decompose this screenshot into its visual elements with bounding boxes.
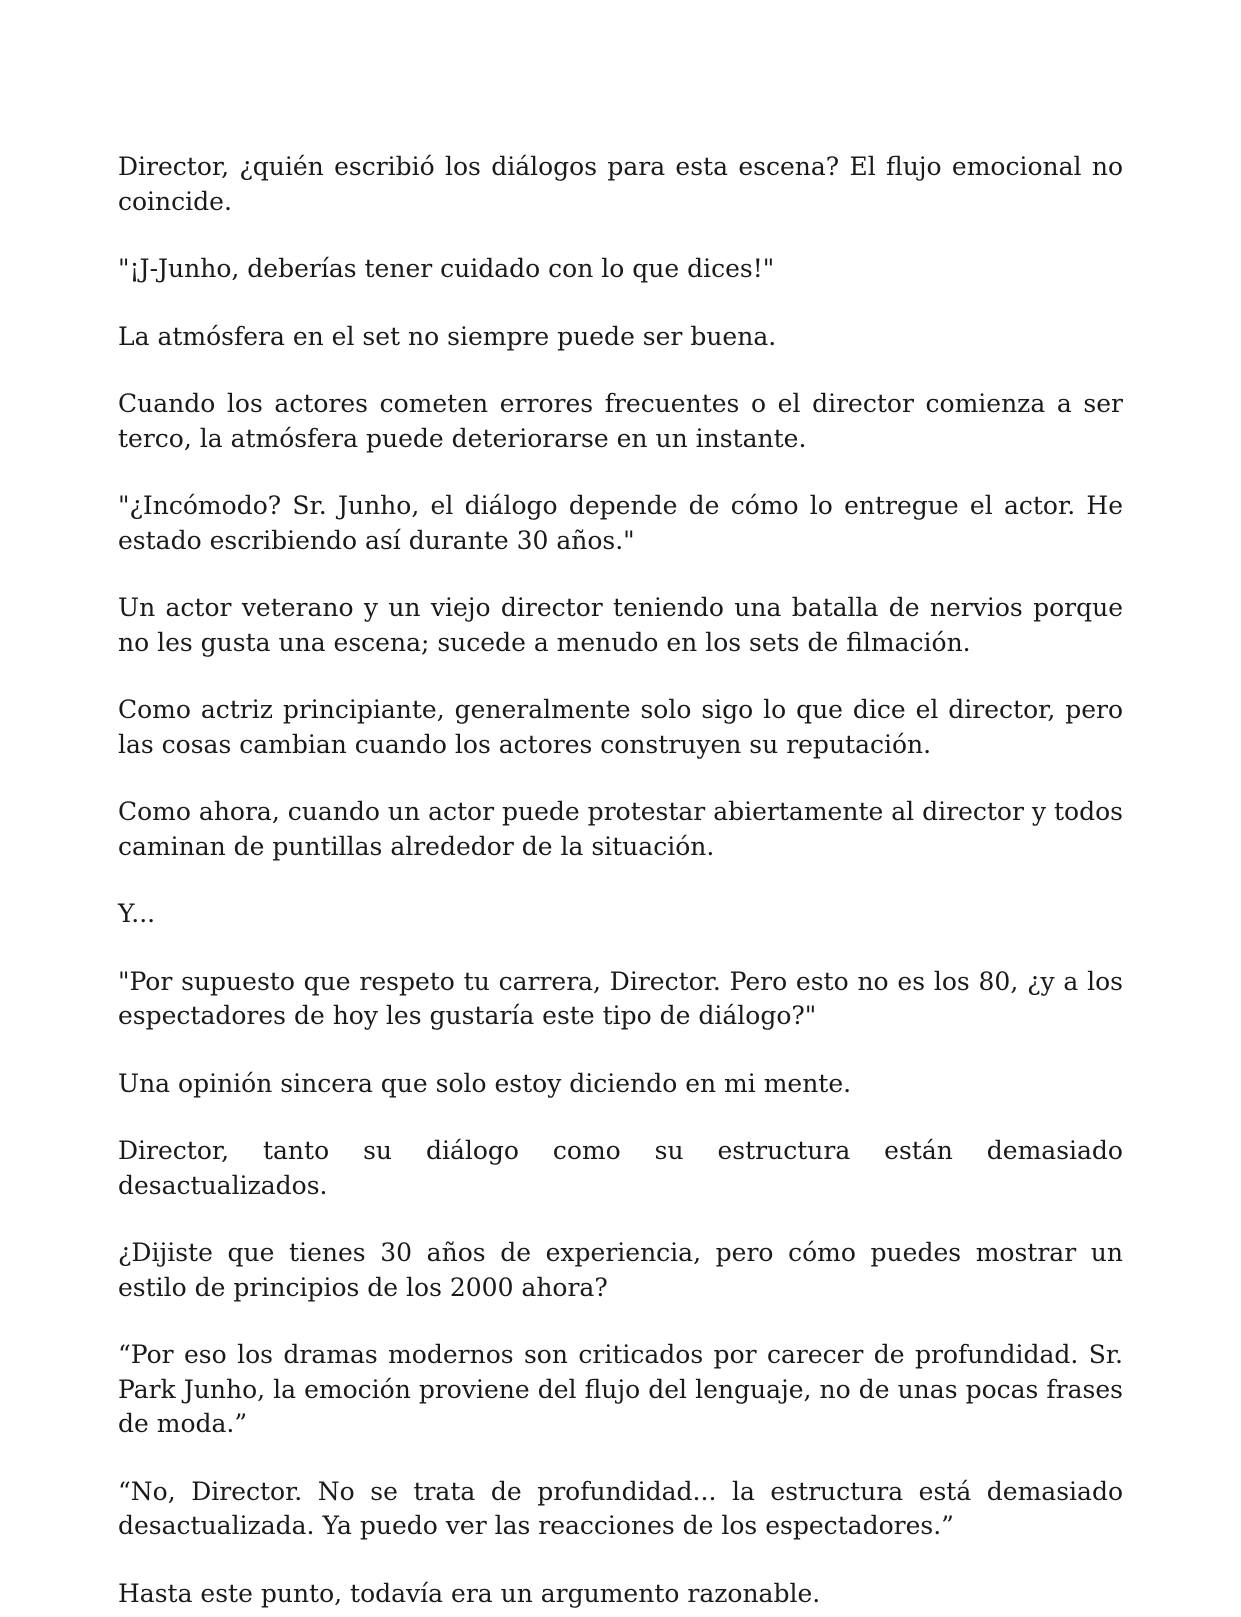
paragraph: Hasta este punto, todavía era un argumento razonable. bbox=[118, 1578, 821, 1608]
paragraph: Director, ¿quién escribió los diálogos para esta escena? El flujo emocional no coincide. bbox=[118, 152, 1123, 216]
paragraph: "Por supuesto que respeto tu carrera, Director. Pero esto no es los 80, ¿y a los espectadores de hoy les gustaría este tipo de diálogo?" bbox=[118, 966, 1123, 1030]
paragraph: ¿Dijiste que tienes 30 años de experiencia, pero cómo puedes mostrar un estilo de principios de los 2000 ahora? bbox=[118, 1238, 1123, 1302]
paragraph: Director, tanto su diálogo como su estructura están demasiado desactualizados. bbox=[118, 1136, 1123, 1200]
paragraph: Una opinión sincera que solo estoy diciendo en mi mente. bbox=[118, 1068, 852, 1098]
paragraph: Como ahora, cuando un actor puede protestar abiertamente al director y todos caminan de puntillas alrededor de la situación. bbox=[118, 797, 1123, 861]
paragraph: La atmósfera en el set no siempre puede ser buena. bbox=[118, 321, 777, 351]
paragraph: “Por eso los dramas modernos son criticados por carecer de profundidad. Sr. Park Junho, la emoción proviene del flujo del lenguaje, no de unas pocas frases de moda.” bbox=[118, 1340, 1123, 1438]
paragraph: Como actriz principiante, generalmente solo sigo lo que dice el director, pero las cosas cambian cuando los actores construyen su reputación. bbox=[118, 695, 1123, 759]
paragraph: "¡J-Junho, deberías tener cuidado con lo que dices!" bbox=[118, 254, 775, 283]
paragraph: “No, Director. No se trata de profundidad... la estructura está demasiado desactualizada. Ya puedo ver las reacciones de los espectadores.” bbox=[118, 1476, 1123, 1540]
paragraph: Un actor veterano y un viejo director teniendo una batalla de nervios porque no les gusta una escena; sucede a menudo en los sets de filmación. bbox=[118, 593, 1123, 657]
paragraph: "¿Incómodo? Sr. Junho, el diálogo depende de cómo lo entregue el actor. He estado escribiendo así durante 30 años." bbox=[118, 491, 1123, 555]
paragraph: Y... bbox=[118, 899, 156, 928]
paragraph: Cuando los actores cometen errores frecuentes o el director comienza a ser terco, la atmósfera puede deteriorarse en un instante. bbox=[118, 389, 1123, 453]
document-body bbox=[118, 150, 1123, 1611]
